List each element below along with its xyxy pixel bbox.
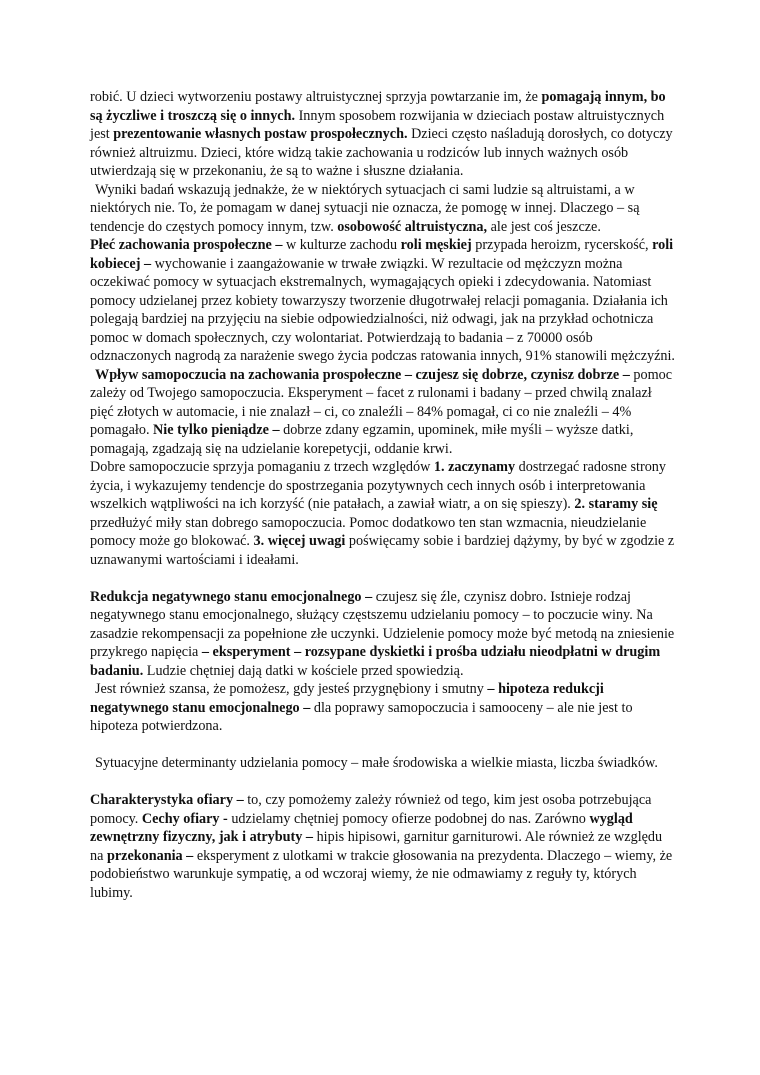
text-run: Dzieci często naśladują dorosłych, co dotyczy również altruizmu. Dzieci, które widzą takie zachowania u rodziców lub innych ważnych osób utwierdzają się w przekonaniu, że są to ważne i słuszne działania. <box>90 126 673 179</box>
text-run: dobrze zdany egzamin, upominek, miłe myśli – wyższe datki, pomagają, zgadzają się na udzielanie korepetycji, oddanie krwi. <box>90 422 634 457</box>
paragraph <box>90 366 675 459</box>
bold-term: Nie tylko pieniądze – <box>153 422 280 438</box>
text-run: pomoc zależy od Twojego samopoczucia. Eksperyment – facet z rulonami i badany – przed chwilą znalazł pięć złotych w automacie, i nie znalazł – ci, co znaleźli – 84% pomagał, ci co nie znaleźli – 4% pomagało. <box>90 366 673 438</box>
bold-term: roli kobiecej – <box>90 237 674 272</box>
text-run: Dobre samopoczucie sprzyja pomaganiu z trzech względów <box>90 459 434 475</box>
bold-term: 2. staramy się <box>574 496 658 512</box>
bold-term: Płeć zachowania prospołeczne – <box>90 237 283 253</box>
text-run: dostrzegać radosne strony życia, i wykazujemy tendencje do spostrzegania pozytywnych cech innych osób i interpretowania wszelkich wątpliwości na ich korzyść (nie patałach, a zawiał wiatr, a on się spieszy). <box>90 459 666 512</box>
bold-term: przekonania – <box>106 847 194 864</box>
paragraph <box>90 88 675 181</box>
text-run: poświęcamy sobie i bardziej dążymy, by być w zgodzie z uznawanymi wartościami i ideałami. <box>90 533 675 568</box>
text-run: to, czy pomożemy zależy również od tego, kim jest osoba potrzebująca pomocy. <box>90 792 652 827</box>
bold-term: Charakterystyka ofiary – <box>90 792 244 808</box>
bold-term: 3. więcej uwagi <box>253 533 346 549</box>
text-run: czujesz się źle, czynisz dobro. Istnieje rodzaj negatywnego stanu emocjonalnego, służący częstszemu udzielaniu pomocy – to poczucie winy. Na zasadzie rekompensacji za popełnione złe uczynki. Udzielenie pomocy może być metodą na zniesienie przykrego napięcia <box>90 588 675 660</box>
paragraph <box>90 588 675 681</box>
bold-term: pomagają innym, bo są życzliwe i troszczą się o innych. <box>90 89 666 124</box>
paragraph <box>90 680 675 736</box>
text-run: w kulturze zachodu <box>282 237 401 253</box>
bold-term: 1. zaczynamy <box>433 459 516 475</box>
paragraph <box>90 754 675 773</box>
text-run: dla poprawy samopoczucia i samooceny – ale nie jest to hipoteza potwierdzona. <box>90 699 633 734</box>
bold-term: Cechy ofiary - <box>141 810 228 827</box>
paragraph <box>90 181 675 237</box>
text-run: Innym sposobem rozwijania w dzieciach postaw altruistycznych jest <box>90 107 665 142</box>
text-run: Sytuacyjne determinanty udzielania pomocy – małe środowiska a wielkie miasta, liczba świadków. <box>95 755 658 771</box>
bold-term: – hipoteza redukcji negatywnego stanu emocjonalnego – <box>90 681 604 716</box>
text-run: hipis hipisowi, garnitur garniturowi. Ale również ze względu na <box>90 829 663 864</box>
bold-term: osobowość altruistyczna, <box>337 218 488 235</box>
text-run: Wyniki badań wskazują jednakże, że w niektórych sytuacjach ci sami ludzie są altruistami, a w niektórych nie. To, że pomagam w danej sytuacji nie oznacza, że pomogę w innej. Dlaczego – są tendencje do częstych pomocy innym, tzw. <box>90 181 640 235</box>
bold-term: prezentowanie własnych postaw prospołecznych. <box>113 126 408 142</box>
text-run: wychowanie i zaangażowanie w trwałe związki. W rezultacie od mężczyzn można oczekiwać pomocy w sytuacjach ekstremalnych, wymagających opieki i zdecydowania. Natomiast pomocy udzielanej przez kobiety towarzyszy tworzenie długotrwałej relacji pomagania. Działania ich polegają bardziej na przyjęciu na siebie odpowiedzialności, niż odwagi, jak na przykład ochotnicza pomoc w domach społecznych, czy wolontariat. Potwierdzają to badania – z 70000 osób odznaczonych nagrodą za narażenie swego życia podczas ratowania innych, 91% stanowili mężczyźni. <box>90 255 675 364</box>
text-run: Ludzie chętniej dają datki w kościele przed spowiedzią. <box>143 662 464 679</box>
bold-term: Wpływ samopoczucia na zachowania prospołeczne – czujesz się dobrze, czynisz dobrze – <box>95 366 630 383</box>
text-run: robić. U dzieci wytworzeniu postawy altruistycznej sprzyja powtarzanie im, że <box>90 89 542 105</box>
text-run: udzielamy chętniej pomocy ofierze podobnej do nas. Zarówno <box>227 810 590 827</box>
paragraph <box>90 791 675 902</box>
text-run: Jest również szansa, że pomożesz, gdy jesteś przygnębiony i smutny <box>95 681 488 697</box>
document-page <box>90 88 675 902</box>
bold-term: wygląd zewnętrzny fizyczny, jak i atrybuty – <box>90 810 633 845</box>
bold-term: roli męskiej <box>400 237 472 253</box>
bold-term: Redukcja negatywnego stanu emocjonalnego – <box>90 588 373 605</box>
paragraph <box>90 458 675 569</box>
paragraph <box>90 236 675 366</box>
text-run: przypada heroizm, rycerskość, <box>471 237 653 253</box>
text-run: ale jest coś jeszcze. <box>487 218 601 235</box>
bold-term: – eksperyment – rozsypane dyskietki i prośba udziału nieodpłatni w drugim badaniu. <box>90 644 661 679</box>
text-run: eksperyment z ulotkami w trakcie głosowania na prezydenta. Dlaczego – wiemy, że podobieństwo warunkuje sympatię, a od wczoraj wiemy, że nie odmawiamy z reguły ty, których lubimy. <box>90 847 673 901</box>
text-run: przedłużyć miły stan dobrego samopoczucia. Pomoc dodatkowo ten stan wzmacnia, nieudzielanie pomocy może go blokować. <box>90 514 647 549</box>
